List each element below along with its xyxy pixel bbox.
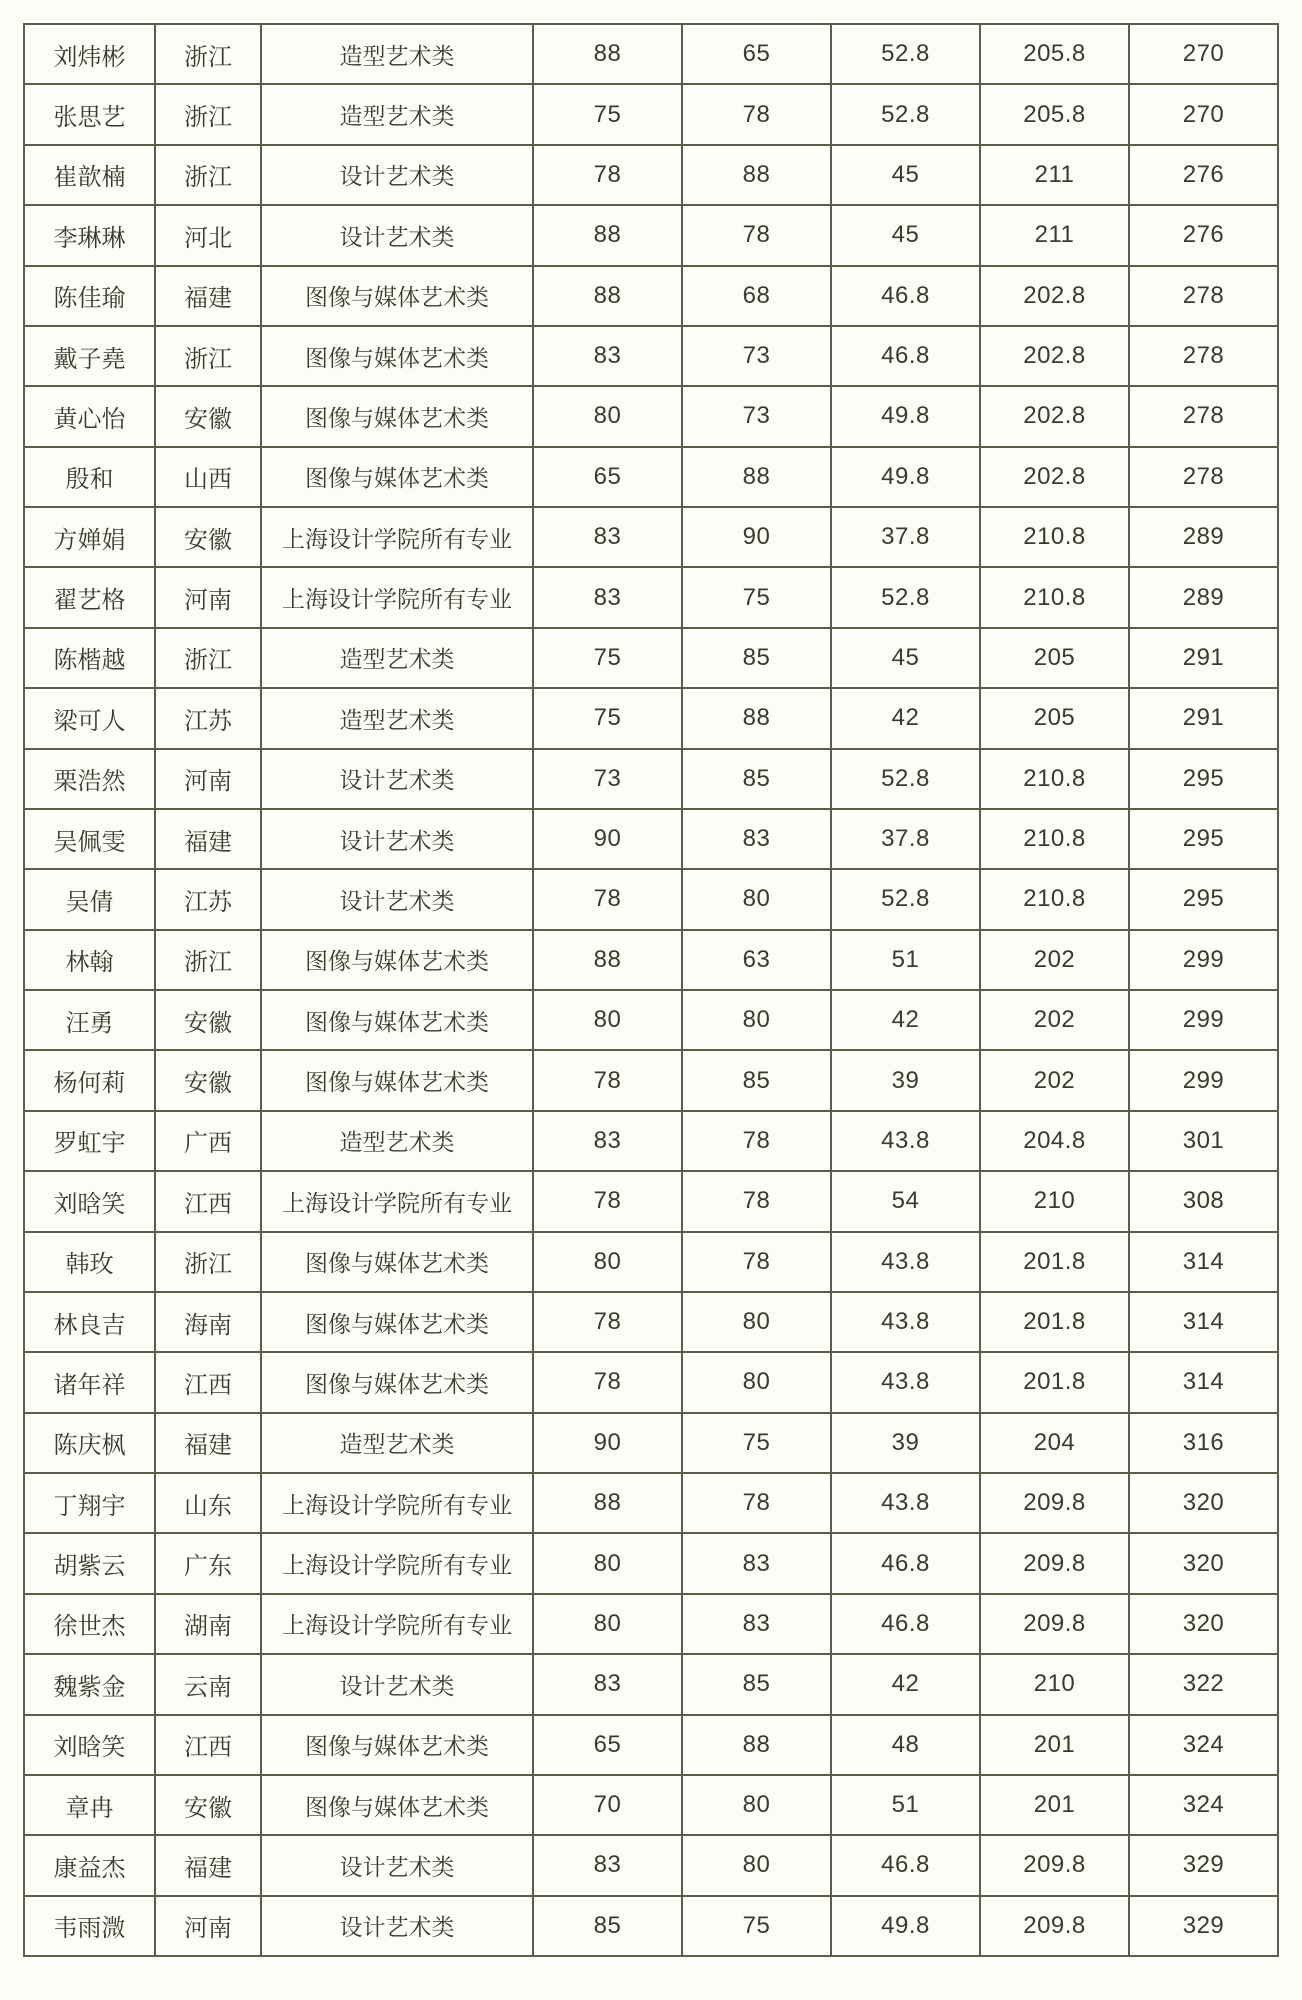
rank-cell: 329 xyxy=(1129,1896,1278,1956)
score-1-cell: 83 xyxy=(533,1654,682,1714)
student-name-cell: 魏紫金 xyxy=(24,1654,155,1714)
score-table xyxy=(23,23,1279,1957)
rank-cell: 278 xyxy=(1129,266,1278,326)
major-category-cell: 上海设计学院所有专业 xyxy=(261,1594,533,1654)
student-name-cell: 方婵娟 xyxy=(24,507,155,567)
table-row xyxy=(24,628,1278,688)
score-1-cell: 65 xyxy=(533,447,682,507)
table-row xyxy=(24,869,1278,929)
student-name-cell: 胡紫云 xyxy=(24,1533,155,1593)
total-score-cell: 205.8 xyxy=(980,24,1129,84)
score-1-cell: 78 xyxy=(533,869,682,929)
score-2-cell: 75 xyxy=(682,1413,831,1473)
score-3-cell: 51 xyxy=(831,930,980,990)
total-score-cell: 209.8 xyxy=(980,1835,1129,1895)
score-3-cell: 46.8 xyxy=(831,326,980,386)
major-category-cell: 设计艺术类 xyxy=(261,749,533,809)
province-cell: 浙江 xyxy=(155,326,261,386)
total-score-cell: 201.8 xyxy=(980,1352,1129,1412)
score-1-cell: 80 xyxy=(533,1232,682,1292)
score-3-cell: 49.8 xyxy=(831,1896,980,1956)
province-cell: 安徽 xyxy=(155,386,261,446)
major-category-cell: 图像与媒体艺术类 xyxy=(261,1352,533,1412)
province-cell: 福建 xyxy=(155,809,261,869)
table-row xyxy=(24,1232,1278,1292)
score-3-cell: 43.8 xyxy=(831,1473,980,1533)
table-row xyxy=(24,1050,1278,1110)
score-2-cell: 83 xyxy=(682,1533,831,1593)
table-row xyxy=(24,386,1278,446)
table-row xyxy=(24,1594,1278,1654)
total-score-cell: 211 xyxy=(980,145,1129,205)
student-name-cell: 汪勇 xyxy=(24,990,155,1050)
major-category-cell: 图像与媒体艺术类 xyxy=(261,1232,533,1292)
province-cell: 浙江 xyxy=(155,930,261,990)
student-name-cell: 刘晗笑 xyxy=(24,1171,155,1231)
major-category-cell: 造型艺术类 xyxy=(261,688,533,748)
score-2-cell: 75 xyxy=(682,1896,831,1956)
province-cell: 山西 xyxy=(155,447,261,507)
student-name-cell: 梁可人 xyxy=(24,688,155,748)
rank-cell: 278 xyxy=(1129,326,1278,386)
score-1-cell: 78 xyxy=(533,1292,682,1352)
province-cell: 河南 xyxy=(155,567,261,627)
student-name-cell: 陈楷越 xyxy=(24,628,155,688)
total-score-cell: 210 xyxy=(980,1171,1129,1231)
total-score-cell: 201.8 xyxy=(980,1232,1129,1292)
student-name-cell: 丁翔宇 xyxy=(24,1473,155,1533)
table-row xyxy=(24,688,1278,748)
major-category-cell: 设计艺术类 xyxy=(261,205,533,265)
score-1-cell: 88 xyxy=(533,266,682,326)
rank-cell: 320 xyxy=(1129,1473,1278,1533)
province-cell: 广西 xyxy=(155,1111,261,1171)
student-name-cell: 康益杰 xyxy=(24,1835,155,1895)
student-name-cell: 殷和 xyxy=(24,447,155,507)
total-score-cell: 210 xyxy=(980,1654,1129,1714)
major-category-cell: 图像与媒体艺术类 xyxy=(261,930,533,990)
major-category-cell: 上海设计学院所有专业 xyxy=(261,1473,533,1533)
total-score-cell: 204.8 xyxy=(980,1111,1129,1171)
province-cell: 云南 xyxy=(155,1654,261,1714)
major-category-cell: 图像与媒体艺术类 xyxy=(261,326,533,386)
total-score-cell: 201 xyxy=(980,1715,1129,1775)
score-1-cell: 90 xyxy=(533,809,682,869)
score-1-cell: 80 xyxy=(533,386,682,446)
total-score-cell: 202.8 xyxy=(980,266,1129,326)
score-1-cell: 88 xyxy=(533,24,682,84)
rank-cell: 320 xyxy=(1129,1594,1278,1654)
student-name-cell: 栗浩然 xyxy=(24,749,155,809)
total-score-cell: 202 xyxy=(980,930,1129,990)
province-cell: 江西 xyxy=(155,1171,261,1231)
rank-cell: 324 xyxy=(1129,1715,1278,1775)
major-category-cell: 图像与媒体艺术类 xyxy=(261,1050,533,1110)
rank-cell: 295 xyxy=(1129,809,1278,869)
score-3-cell: 52.8 xyxy=(831,749,980,809)
score-1-cell: 75 xyxy=(533,84,682,144)
score-1-cell: 78 xyxy=(533,1171,682,1231)
province-cell: 安徽 xyxy=(155,1775,261,1835)
table-row xyxy=(24,1835,1278,1895)
major-category-cell: 图像与媒体艺术类 xyxy=(261,1775,533,1835)
major-category-cell: 设计艺术类 xyxy=(261,869,533,929)
score-3-cell: 43.8 xyxy=(831,1111,980,1171)
score-3-cell: 39 xyxy=(831,1050,980,1110)
total-score-cell: 202 xyxy=(980,1050,1129,1110)
score-2-cell: 75 xyxy=(682,567,831,627)
major-category-cell: 设计艺术类 xyxy=(261,809,533,869)
score-2-cell: 73 xyxy=(682,386,831,446)
score-3-cell: 42 xyxy=(831,990,980,1050)
student-name-cell: 翟艺格 xyxy=(24,567,155,627)
score-2-cell: 80 xyxy=(682,990,831,1050)
rank-cell: 314 xyxy=(1129,1292,1278,1352)
student-name-cell: 韩玫 xyxy=(24,1232,155,1292)
score-1-cell: 65 xyxy=(533,1715,682,1775)
score-3-cell: 45 xyxy=(831,205,980,265)
student-name-cell: 吴倩 xyxy=(24,869,155,929)
score-2-cell: 78 xyxy=(682,1232,831,1292)
rank-cell: 289 xyxy=(1129,507,1278,567)
table-row xyxy=(24,1352,1278,1412)
total-score-cell: 205 xyxy=(980,688,1129,748)
province-cell: 浙江 xyxy=(155,24,261,84)
table-row xyxy=(24,507,1278,567)
student-name-cell: 诸年祥 xyxy=(24,1352,155,1412)
total-score-cell: 202.8 xyxy=(980,386,1129,446)
score-3-cell: 49.8 xyxy=(831,447,980,507)
student-name-cell: 吴佩雯 xyxy=(24,809,155,869)
score-2-cell: 78 xyxy=(682,1171,831,1231)
score-2-cell: 78 xyxy=(682,205,831,265)
major-category-cell: 图像与媒体艺术类 xyxy=(261,386,533,446)
total-score-cell: 211 xyxy=(980,205,1129,265)
score-2-cell: 85 xyxy=(682,749,831,809)
score-3-cell: 49.8 xyxy=(831,386,980,446)
score-3-cell: 52.8 xyxy=(831,24,980,84)
major-category-cell: 图像与媒体艺术类 xyxy=(261,990,533,1050)
major-category-cell: 造型艺术类 xyxy=(261,84,533,144)
total-score-cell: 210.8 xyxy=(980,809,1129,869)
major-category-cell: 上海设计学院所有专业 xyxy=(261,1533,533,1593)
table-row xyxy=(24,1413,1278,1473)
score-1-cell: 83 xyxy=(533,1111,682,1171)
rank-cell: 301 xyxy=(1129,1111,1278,1171)
score-2-cell: 80 xyxy=(682,1352,831,1412)
total-score-cell: 205.8 xyxy=(980,84,1129,144)
score-2-cell: 83 xyxy=(682,1594,831,1654)
major-category-cell: 上海设计学院所有专业 xyxy=(261,567,533,627)
score-2-cell: 88 xyxy=(682,447,831,507)
score-2-cell: 88 xyxy=(682,145,831,205)
province-cell: 河南 xyxy=(155,749,261,809)
score-2-cell: 68 xyxy=(682,266,831,326)
rank-cell: 276 xyxy=(1129,205,1278,265)
total-score-cell: 209.8 xyxy=(980,1533,1129,1593)
score-2-cell: 78 xyxy=(682,1473,831,1533)
score-3-cell: 43.8 xyxy=(831,1292,980,1352)
student-name-cell: 徐世杰 xyxy=(24,1594,155,1654)
rank-cell: 289 xyxy=(1129,567,1278,627)
score-1-cell: 78 xyxy=(533,1352,682,1412)
rank-cell: 308 xyxy=(1129,1171,1278,1231)
score-3-cell: 37.8 xyxy=(831,507,980,567)
rank-cell: 291 xyxy=(1129,628,1278,688)
student-name-cell: 杨何莉 xyxy=(24,1050,155,1110)
score-1-cell: 88 xyxy=(533,205,682,265)
rank-cell: 314 xyxy=(1129,1232,1278,1292)
province-cell: 安徽 xyxy=(155,1050,261,1110)
total-score-cell: 201.8 xyxy=(980,1292,1129,1352)
score-2-cell: 73 xyxy=(682,326,831,386)
province-cell: 江苏 xyxy=(155,869,261,929)
province-cell: 安徽 xyxy=(155,507,261,567)
major-category-cell: 造型艺术类 xyxy=(261,1111,533,1171)
score-3-cell: 45 xyxy=(831,628,980,688)
total-score-cell: 210.8 xyxy=(980,567,1129,627)
major-category-cell: 上海设计学院所有专业 xyxy=(261,1171,533,1231)
province-cell: 海南 xyxy=(155,1292,261,1352)
table-row xyxy=(24,1533,1278,1593)
score-1-cell: 75 xyxy=(533,628,682,688)
rank-cell: 322 xyxy=(1129,1654,1278,1714)
province-cell: 福建 xyxy=(155,1835,261,1895)
score-1-cell: 80 xyxy=(533,990,682,1050)
rank-cell: 295 xyxy=(1129,869,1278,929)
province-cell: 福建 xyxy=(155,1413,261,1473)
score-2-cell: 78 xyxy=(682,84,831,144)
score-3-cell: 46.8 xyxy=(831,1594,980,1654)
province-cell: 浙江 xyxy=(155,1232,261,1292)
table-row xyxy=(24,990,1278,1050)
rank-cell: 276 xyxy=(1129,145,1278,205)
table-row xyxy=(24,1775,1278,1835)
student-name-cell: 林良吉 xyxy=(24,1292,155,1352)
province-cell: 江苏 xyxy=(155,688,261,748)
score-3-cell: 42 xyxy=(831,688,980,748)
score-3-cell: 37.8 xyxy=(831,809,980,869)
score-3-cell: 52.8 xyxy=(831,869,980,929)
score-3-cell: 52.8 xyxy=(831,84,980,144)
total-score-cell: 209.8 xyxy=(980,1896,1129,1956)
total-score-cell: 209.8 xyxy=(980,1594,1129,1654)
province-cell: 江西 xyxy=(155,1352,261,1412)
student-name-cell: 罗虹宇 xyxy=(24,1111,155,1171)
major-category-cell: 设计艺术类 xyxy=(261,145,533,205)
score-2-cell: 78 xyxy=(682,1111,831,1171)
score-1-cell: 83 xyxy=(533,326,682,386)
rank-cell: 314 xyxy=(1129,1352,1278,1412)
total-score-cell: 205 xyxy=(980,628,1129,688)
student-name-cell: 章冉 xyxy=(24,1775,155,1835)
score-1-cell: 80 xyxy=(533,1533,682,1593)
score-2-cell: 88 xyxy=(682,1715,831,1775)
major-category-cell: 设计艺术类 xyxy=(261,1835,533,1895)
major-category-cell: 图像与媒体艺术类 xyxy=(261,266,533,326)
rank-cell: 270 xyxy=(1129,24,1278,84)
total-score-cell: 210.8 xyxy=(980,749,1129,809)
rank-cell: 278 xyxy=(1129,386,1278,446)
score-1-cell: 90 xyxy=(533,1413,682,1473)
table-row xyxy=(24,809,1278,869)
score-3-cell: 54 xyxy=(831,1171,980,1231)
score-3-cell: 43.8 xyxy=(831,1232,980,1292)
student-name-cell: 张思艺 xyxy=(24,84,155,144)
table-row xyxy=(24,1111,1278,1171)
score-1-cell: 88 xyxy=(533,1473,682,1533)
student-name-cell: 戴子堯 xyxy=(24,326,155,386)
total-score-cell: 202.8 xyxy=(980,447,1129,507)
score-2-cell: 85 xyxy=(682,1654,831,1714)
score-table-body xyxy=(24,24,1278,1956)
student-name-cell: 陈庆枫 xyxy=(24,1413,155,1473)
score-2-cell: 65 xyxy=(682,24,831,84)
province-cell: 山东 xyxy=(155,1473,261,1533)
rank-cell: 299 xyxy=(1129,990,1278,1050)
rank-cell: 295 xyxy=(1129,749,1278,809)
score-3-cell: 51 xyxy=(831,1775,980,1835)
table-row xyxy=(24,145,1278,205)
table-row xyxy=(24,1896,1278,1956)
province-cell: 江西 xyxy=(155,1715,261,1775)
table-row xyxy=(24,1171,1278,1231)
score-1-cell: 73 xyxy=(533,749,682,809)
student-name-cell: 刘炜彬 xyxy=(24,24,155,84)
student-name-cell: 陈佳瑜 xyxy=(24,266,155,326)
score-3-cell: 52.8 xyxy=(831,567,980,627)
student-name-cell: 李琳琳 xyxy=(24,205,155,265)
score-2-cell: 80 xyxy=(682,1292,831,1352)
table-row xyxy=(24,749,1278,809)
province-cell: 浙江 xyxy=(155,628,261,688)
province-cell: 浙江 xyxy=(155,84,261,144)
table-row xyxy=(24,84,1278,144)
student-name-cell: 韦雨溦 xyxy=(24,1896,155,1956)
score-3-cell: 43.8 xyxy=(831,1352,980,1412)
table-row xyxy=(24,1292,1278,1352)
total-score-cell: 204 xyxy=(980,1413,1129,1473)
score-1-cell: 75 xyxy=(533,688,682,748)
score-1-cell: 83 xyxy=(533,507,682,567)
score-1-cell: 83 xyxy=(533,567,682,627)
score-1-cell: 83 xyxy=(533,1835,682,1895)
total-score-cell: 210.8 xyxy=(980,507,1129,567)
rank-cell: 329 xyxy=(1129,1835,1278,1895)
rank-cell: 299 xyxy=(1129,930,1278,990)
province-cell: 湖南 xyxy=(155,1594,261,1654)
student-name-cell: 黄心怡 xyxy=(24,386,155,446)
score-3-cell: 48 xyxy=(831,1715,980,1775)
total-score-cell: 202.8 xyxy=(980,326,1129,386)
score-1-cell: 80 xyxy=(533,1594,682,1654)
score-2-cell: 88 xyxy=(682,688,831,748)
rank-cell: 270 xyxy=(1129,84,1278,144)
major-category-cell: 图像与媒体艺术类 xyxy=(261,1715,533,1775)
total-score-cell: 210.8 xyxy=(980,869,1129,929)
score-1-cell: 70 xyxy=(533,1775,682,1835)
rank-cell: 320 xyxy=(1129,1533,1278,1593)
rank-cell: 299 xyxy=(1129,1050,1278,1110)
score-3-cell: 39 xyxy=(831,1413,980,1473)
table-row xyxy=(24,447,1278,507)
table-row xyxy=(24,1473,1278,1533)
major-category-cell: 设计艺术类 xyxy=(261,1654,533,1714)
score-2-cell: 80 xyxy=(682,1835,831,1895)
score-3-cell: 46.8 xyxy=(831,1533,980,1593)
province-cell: 浙江 xyxy=(155,145,261,205)
score-2-cell: 80 xyxy=(682,1775,831,1835)
table-row xyxy=(24,24,1278,84)
table-row xyxy=(24,326,1278,386)
major-category-cell: 造型艺术类 xyxy=(261,24,533,84)
score-1-cell: 78 xyxy=(533,145,682,205)
student-name-cell: 林翰 xyxy=(24,930,155,990)
province-cell: 广东 xyxy=(155,1533,261,1593)
score-3-cell: 46.8 xyxy=(831,266,980,326)
major-category-cell: 设计艺术类 xyxy=(261,1896,533,1956)
score-2-cell: 85 xyxy=(682,1050,831,1110)
table-row xyxy=(24,266,1278,326)
student-name-cell: 崔歆楠 xyxy=(24,145,155,205)
table-row xyxy=(24,567,1278,627)
major-category-cell: 造型艺术类 xyxy=(261,628,533,688)
score-1-cell: 78 xyxy=(533,1050,682,1110)
major-category-cell: 图像与媒体艺术类 xyxy=(261,1292,533,1352)
score-3-cell: 46.8 xyxy=(831,1835,980,1895)
score-2-cell: 90 xyxy=(682,507,831,567)
province-cell: 河北 xyxy=(155,205,261,265)
table-row xyxy=(24,930,1278,990)
score-2-cell: 85 xyxy=(682,628,831,688)
province-cell: 福建 xyxy=(155,266,261,326)
major-category-cell: 上海设计学院所有专业 xyxy=(261,507,533,567)
table-row xyxy=(24,205,1278,265)
score-2-cell: 80 xyxy=(682,869,831,929)
table-row xyxy=(24,1715,1278,1775)
major-category-cell: 造型艺术类 xyxy=(261,1413,533,1473)
province-cell: 河南 xyxy=(155,1896,261,1956)
rank-cell: 291 xyxy=(1129,688,1278,748)
total-score-cell: 209.8 xyxy=(980,1473,1129,1533)
score-1-cell: 88 xyxy=(533,930,682,990)
rank-cell: 324 xyxy=(1129,1775,1278,1835)
rank-cell: 278 xyxy=(1129,447,1278,507)
major-category-cell: 图像与媒体艺术类 xyxy=(261,447,533,507)
table-row xyxy=(24,1654,1278,1714)
score-3-cell: 45 xyxy=(831,145,980,205)
total-score-cell: 201 xyxy=(980,1775,1129,1835)
score-2-cell: 63 xyxy=(682,930,831,990)
total-score-cell: 202 xyxy=(980,990,1129,1050)
province-cell: 安徽 xyxy=(155,990,261,1050)
score-1-cell: 85 xyxy=(533,1896,682,1956)
rank-cell: 316 xyxy=(1129,1413,1278,1473)
score-2-cell: 83 xyxy=(682,809,831,869)
score-3-cell: 42 xyxy=(831,1654,980,1714)
student-name-cell: 刘晗笑 xyxy=(24,1715,155,1775)
